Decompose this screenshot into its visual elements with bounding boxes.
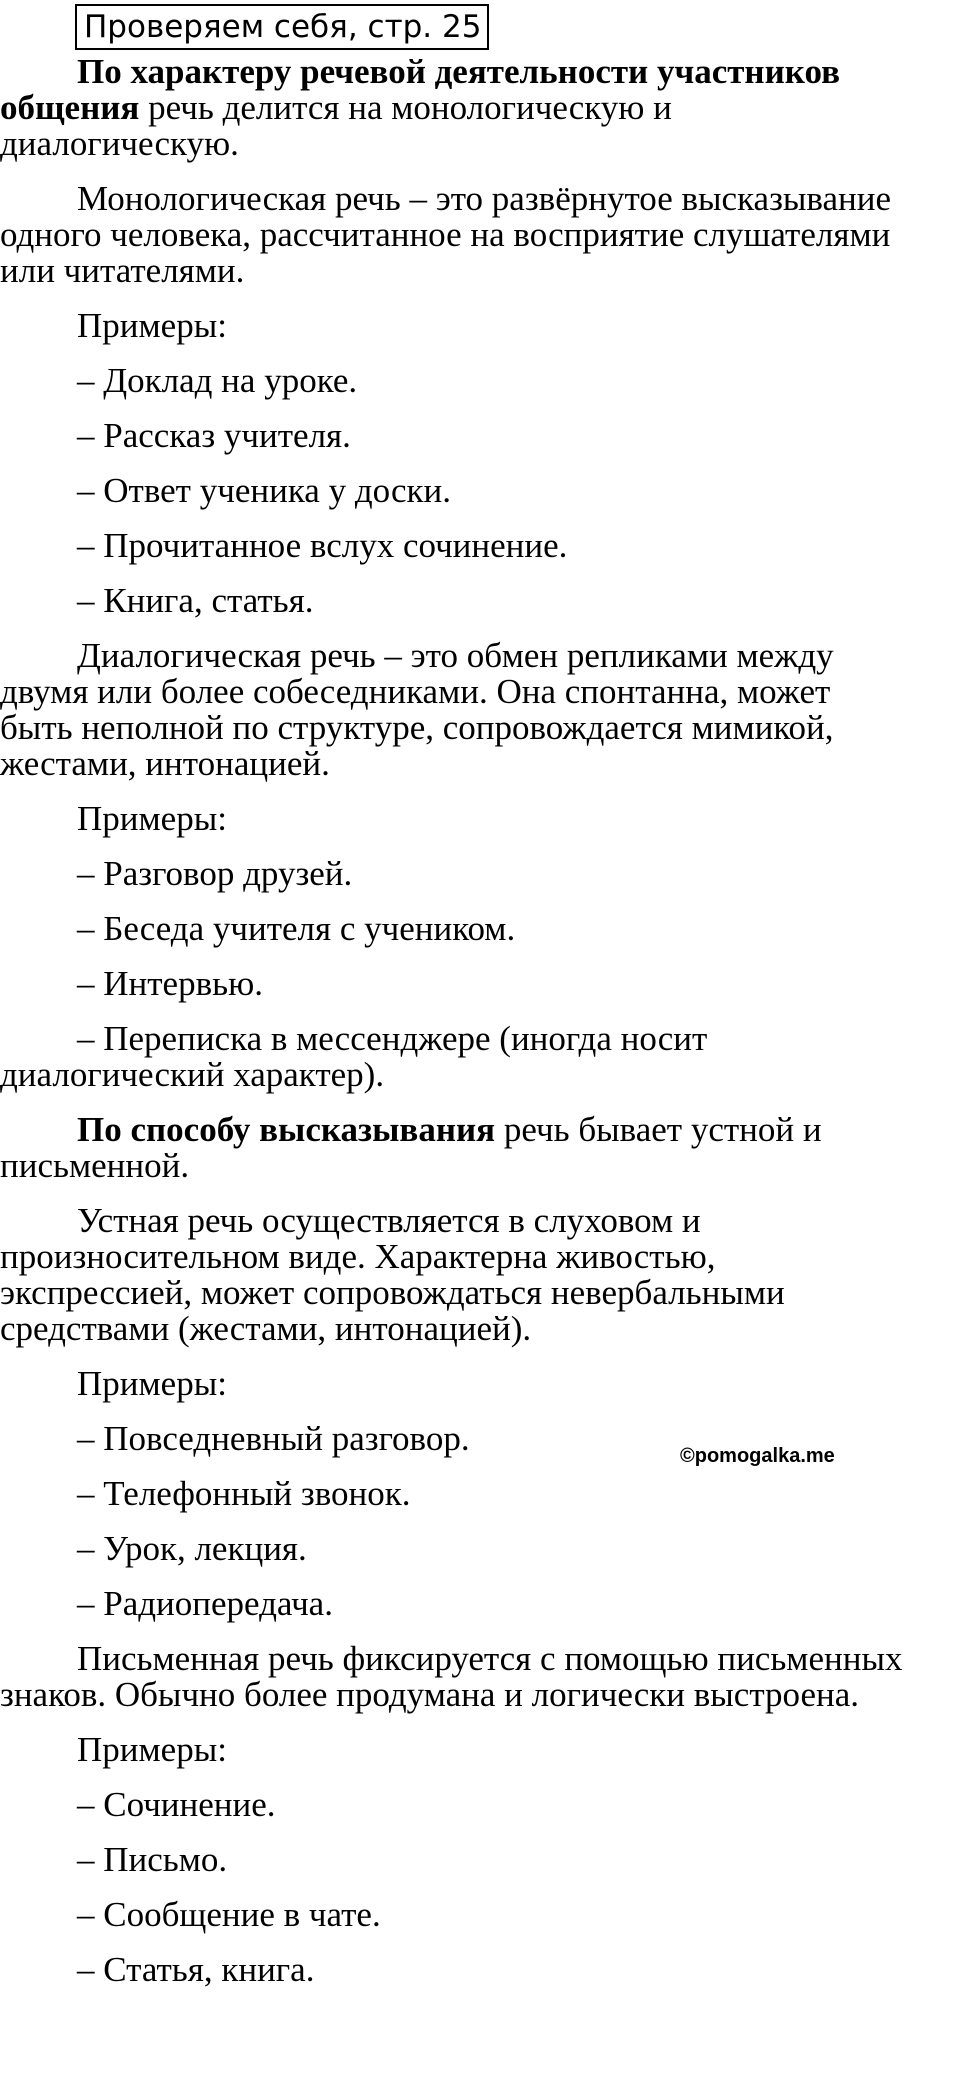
- examples-label: Примеры:: [77, 1730, 227, 1769]
- list-item: – Разговор друзей.: [77, 854, 353, 893]
- list-item: – Интервью.: [77, 964, 263, 1003]
- examples-label: Примеры:: [77, 306, 227, 345]
- list-item: – Доклад на уроке.: [77, 361, 358, 400]
- section-intro-bold-word: общения: [0, 88, 140, 127]
- examples-label: Примеры:: [77, 1364, 227, 1403]
- section-intro-text: речь делится на монологическую и: [139, 88, 672, 127]
- examples-label: Примеры:: [77, 799, 227, 838]
- list-item: – Прочитанное вслух сочинение.: [77, 526, 568, 565]
- list-item-continuation: диалогический характер).: [0, 1055, 385, 1094]
- section-intro-line: диалогическую.: [0, 124, 239, 163]
- dialogue-paragraph-line: быть неполной по структуре, сопровождается мимикой,: [0, 708, 834, 747]
- section-intro-line: письменной.: [0, 1146, 190, 1185]
- list-item: – Рассказ учителя.: [77, 416, 351, 455]
- list-item: – Книга, статья.: [77, 581, 314, 620]
- list-item: – Сообщение в чате.: [77, 1895, 381, 1934]
- list-item: – Статья, книга.: [77, 1950, 315, 1989]
- watermark: ©pomogalka.me: [680, 1445, 835, 1467]
- monologue-paragraph-line: одного человека, рассчитанное на восприятие слушателями: [0, 215, 891, 254]
- list-item: – Повседневный разговор.: [77, 1419, 470, 1458]
- list-item: – Письмо.: [77, 1840, 228, 1879]
- list-item: – Радиопередача.: [77, 1584, 333, 1623]
- oral-paragraph-line: Устная речь осуществляется в слуховом и: [77, 1201, 701, 1240]
- list-item: – Урок, лекция.: [77, 1529, 307, 1568]
- dialogue-paragraph-line: жестами, интонацией.: [0, 744, 330, 783]
- monologue-paragraph-line: или читателями.: [0, 251, 245, 290]
- section-intro-bold-phrase: По способу высказывания: [77, 1110, 496, 1149]
- written-paragraph-line: Письменная речь фиксируется с помощью письменных: [77, 1639, 903, 1678]
- list-item: – Телефонный звонок.: [77, 1474, 411, 1513]
- list-item: – Ответ ученика у доски.: [77, 471, 452, 510]
- written-paragraph-line: знаков. Обычно более продумана и логически выстроена.: [0, 1675, 860, 1714]
- section-intro-text: речь бывает устной и: [495, 1110, 822, 1149]
- list-item: – Сочинение.: [77, 1785, 276, 1824]
- oral-paragraph-line: экспрессией, может сопровождаться невербальными: [0, 1273, 785, 1312]
- list-item: – Беседа учителя с учеником.: [77, 909, 516, 948]
- section-intro-bold-line: По характеру речевой деятельности участников: [77, 52, 840, 91]
- page-reference-box: Проверяем себя, стр. 25: [75, 4, 489, 50]
- dialogue-paragraph-line: двумя или более собеседниками. Она спонтанна, может: [0, 672, 831, 711]
- dialogue-paragraph-line: Диалогическая речь – это обмен репликами между: [77, 636, 834, 675]
- monologue-paragraph-line: Монологическая речь – это развёрнутое высказывание: [77, 179, 892, 218]
- oral-paragraph-line: средствами (жестами, интонацией).: [0, 1309, 532, 1348]
- oral-paragraph-line: произносительном виде. Характерна живостью,: [0, 1237, 716, 1276]
- list-item: – Переписка в мессенджере (иногда носит: [77, 1019, 708, 1058]
